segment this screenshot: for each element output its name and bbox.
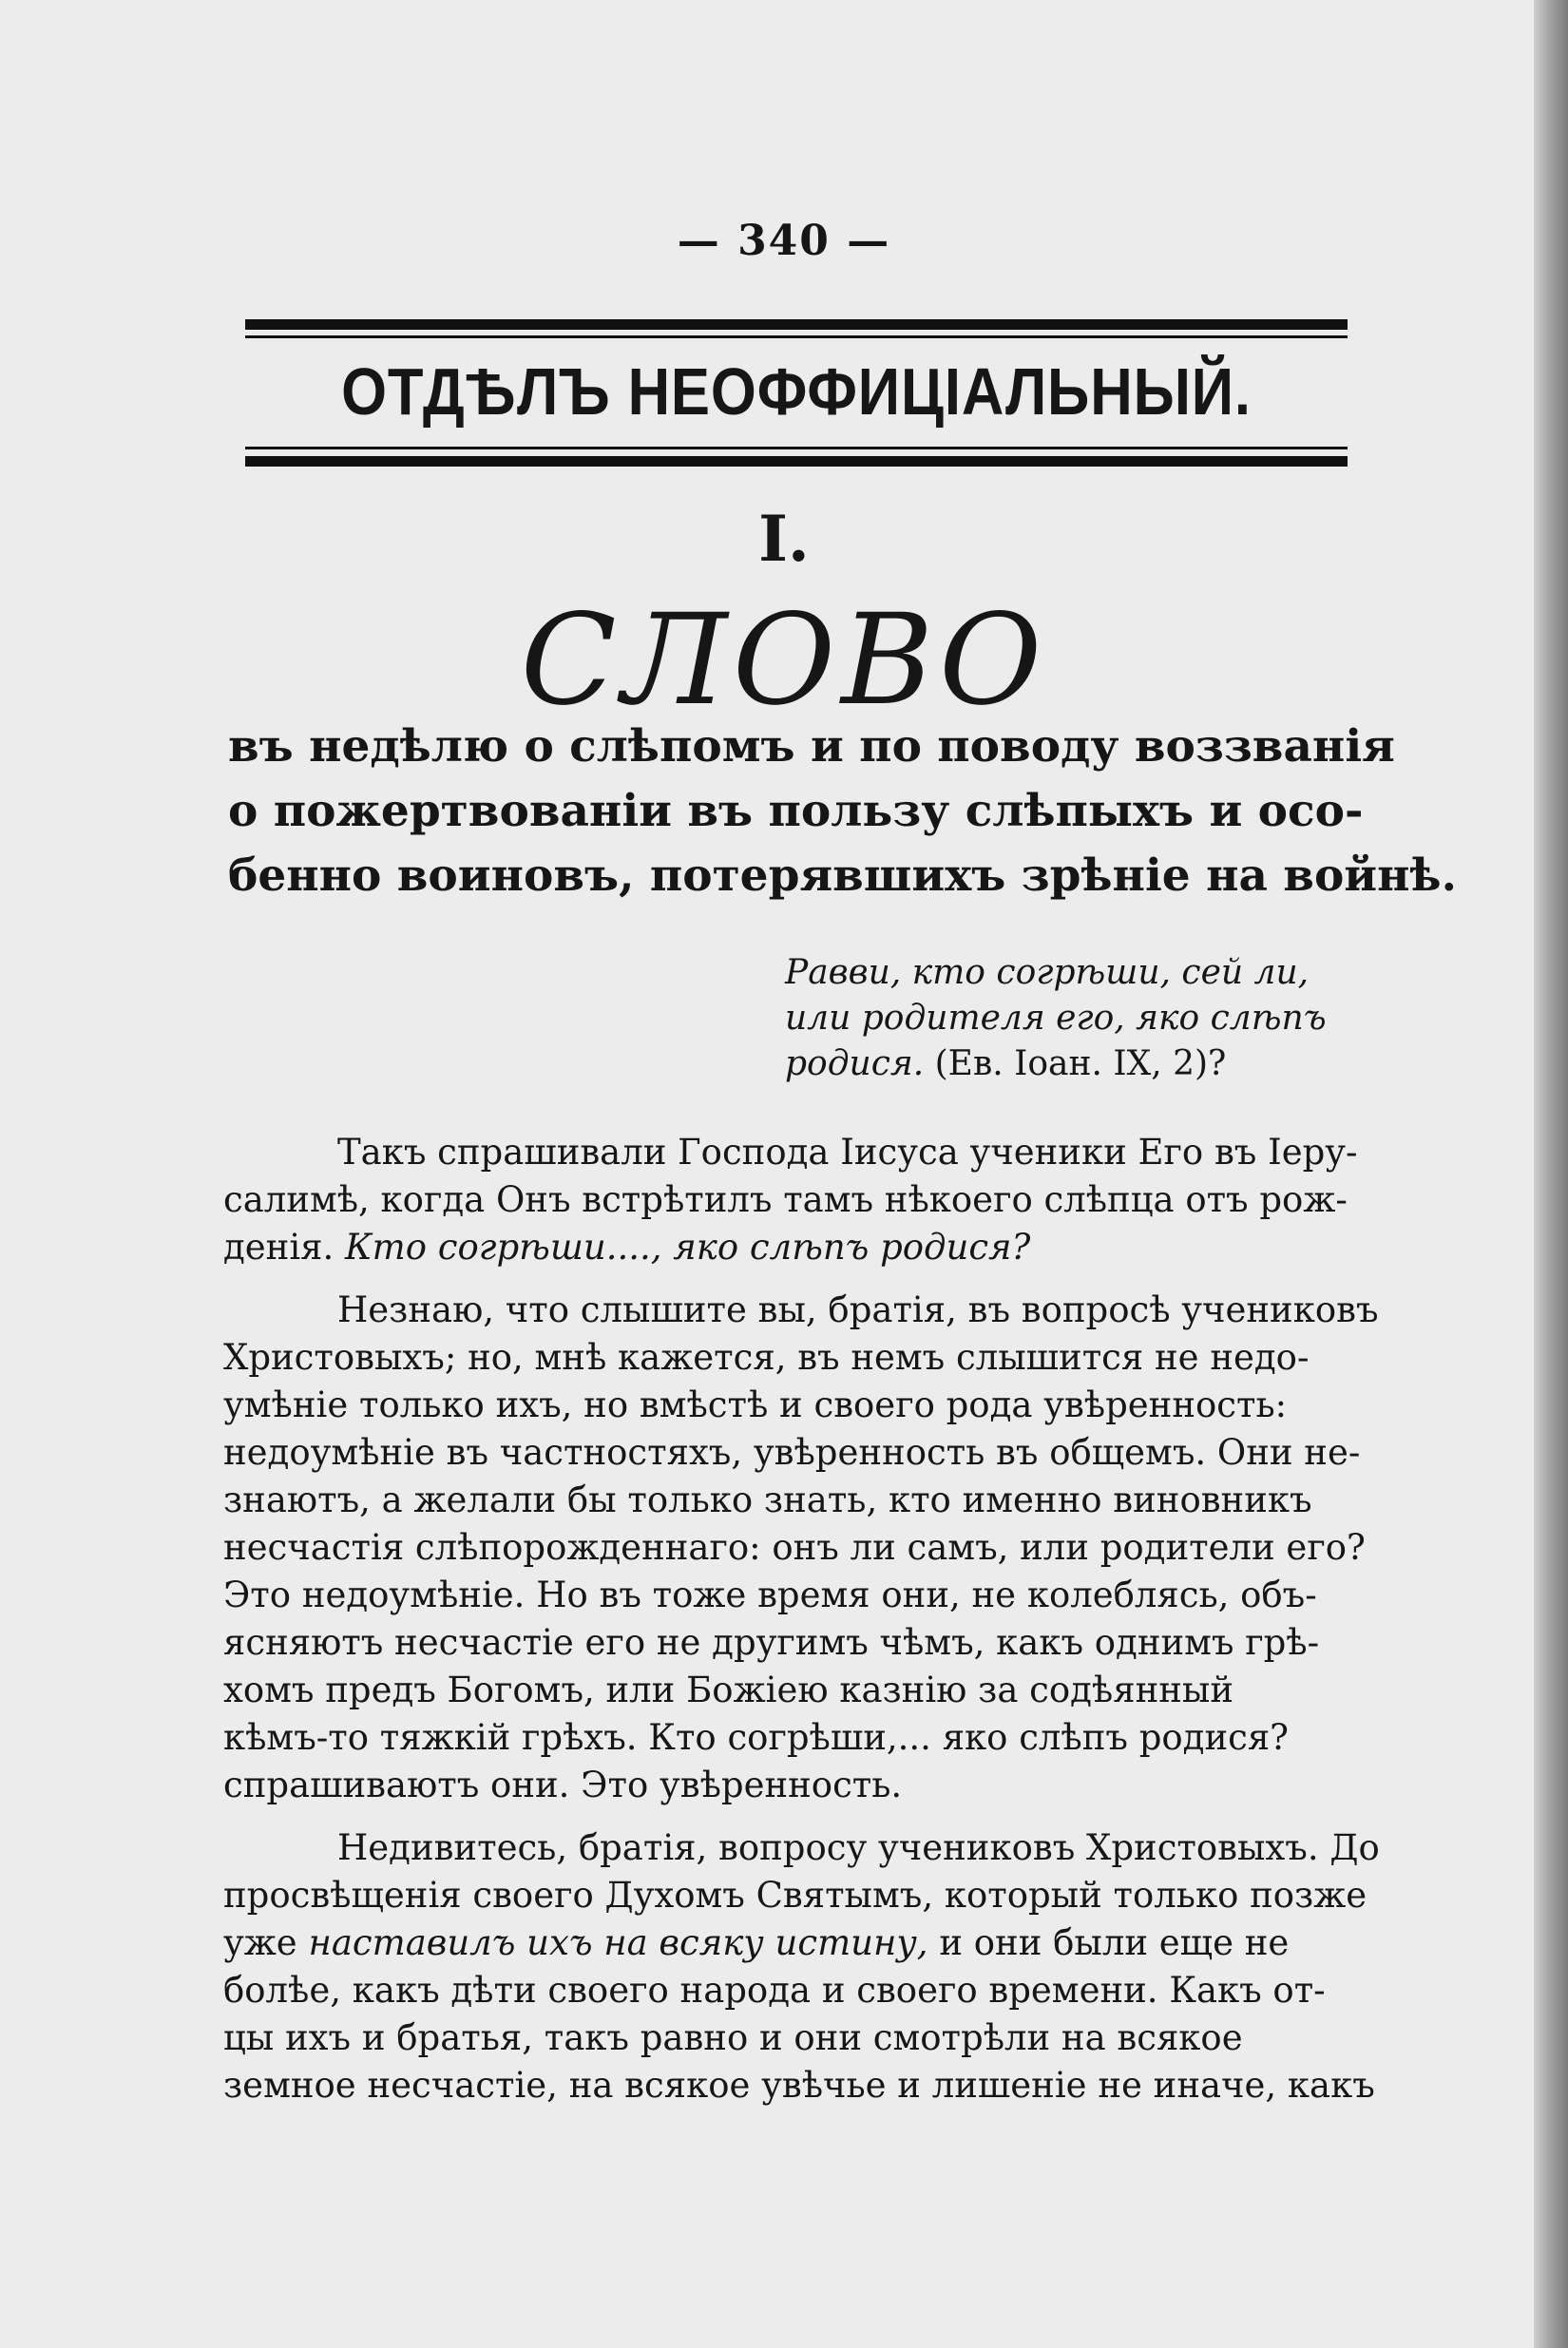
subtitle-line: бенно воиновъ, потерявшихъ зрѣніе на войнѣ. — [228, 849, 1457, 902]
epigraph-reference: (Ев. Іоан. IX, 2)? — [934, 1044, 1227, 1083]
page-gutter-shadow — [1534, 0, 1568, 2348]
body-italic-quote: наставилъ ихъ на всяку истину, — [308, 1922, 928, 1963]
subtitle-line: въ недѣлю о слѣпомъ и по поводу воззванія — [228, 720, 1395, 773]
article-heading: СЛОВО — [520, 587, 1048, 734]
subtitle-line: о пожертвованіи въ пользу слѣпыхъ и осо- — [228, 785, 1364, 837]
body-text: уже — [223, 1922, 297, 1963]
top-rule-thick — [245, 319, 1348, 330]
body-text: и они были еще не — [939, 1922, 1290, 1963]
bottom-rule-thin — [245, 447, 1348, 449]
body-italic-quote: Кто согрѣши...., яко слѣпъ родися? — [345, 1227, 1031, 1268]
body-line: недоумѣніе въ частностяхъ, увѣренность въ общемъ. Они не- — [223, 1432, 1361, 1473]
epigraph-line: Равви, кто согрѣши, сей ли, — [785, 953, 1310, 992]
top-rule-thin — [245, 335, 1348, 338]
body-line: Незнаю, что слышите вы, братія, въ вопросѣ учениковъ — [337, 1289, 1379, 1330]
body-line: салимѣ, когда Онъ встрѣтилъ тамъ нѣкоего слѣпца отъ рож- — [223, 1179, 1348, 1220]
body-line: Такъ спрашивали Господа Іисуса ученики Его въ Іеру- — [337, 1132, 1358, 1173]
body-line: спрашиваютъ они. Это увѣренность. — [223, 1765, 903, 1805]
body-line: хомъ предъ Богомъ, или Божіею казнію за содѣянный — [223, 1670, 1234, 1710]
body-line: Это недоумѣніе. Но въ тоже время они, не колеблясь, объ- — [223, 1575, 1317, 1615]
body-line: земное несчастіе, на всякое увѣчье и лишеніе не иначе, какъ — [223, 2065, 1375, 2106]
body-line: ясняютъ несчастіе его не другимъ чѣмъ, какъ однимъ грѣ- — [223, 1622, 1320, 1663]
epigraph — [785, 950, 1336, 1087]
article-subtitle — [228, 715, 1457, 908]
section-title: ОТДѢЛЪ НЕОФФИЦІАЛЬНЫЙ. — [341, 354, 1252, 429]
epigraph-line: или родителя его, яко слѣпъ — [785, 999, 1327, 1038]
body-line: болѣе, какъ дѣти своего народа и своего времени. Какъ от- — [223, 1970, 1326, 2011]
body-line: умѣніе только ихъ, но вмѣстѣ и своего рода увѣренность: — [223, 1384, 1288, 1425]
page-number: — 340 — — [677, 217, 891, 265]
body-line: просвѣщенія своего Духомъ Святымъ, который только позже — [223, 1875, 1367, 1916]
article-body — [223, 1129, 1380, 2109]
article-numeral: I. — [758, 502, 810, 576]
epigraph-line: родися. — [785, 1044, 925, 1083]
body-line: Христовыхъ; но, мнѣ кажется, въ немъ слышится не недо- — [223, 1337, 1310, 1378]
bottom-rule-thick — [245, 456, 1348, 467]
body-line: знаютъ, а желали бы только знать, кто именно виновникъ — [223, 1479, 1312, 1520]
body-line — [223, 1224, 1345, 1271]
body-line: кѣмъ-то тяжкій грѣхъ. Кто согрѣши,... яко слѣпъ родися? — [223, 1717, 1290, 1758]
body-line — [223, 1919, 1345, 1967]
body-line: цы ихъ и братья, такъ равно и они смотрѣли на всякое — [223, 2017, 1243, 2058]
body-line: несчастія слѣпорожденнаго: онъ ли самъ, или родители его? — [223, 1527, 1366, 1568]
body-text: денія. — [223, 1227, 335, 1268]
body-line: Недивитесь, братія, вопросу учениковъ Христовыхъ. До — [337, 1827, 1380, 1868]
